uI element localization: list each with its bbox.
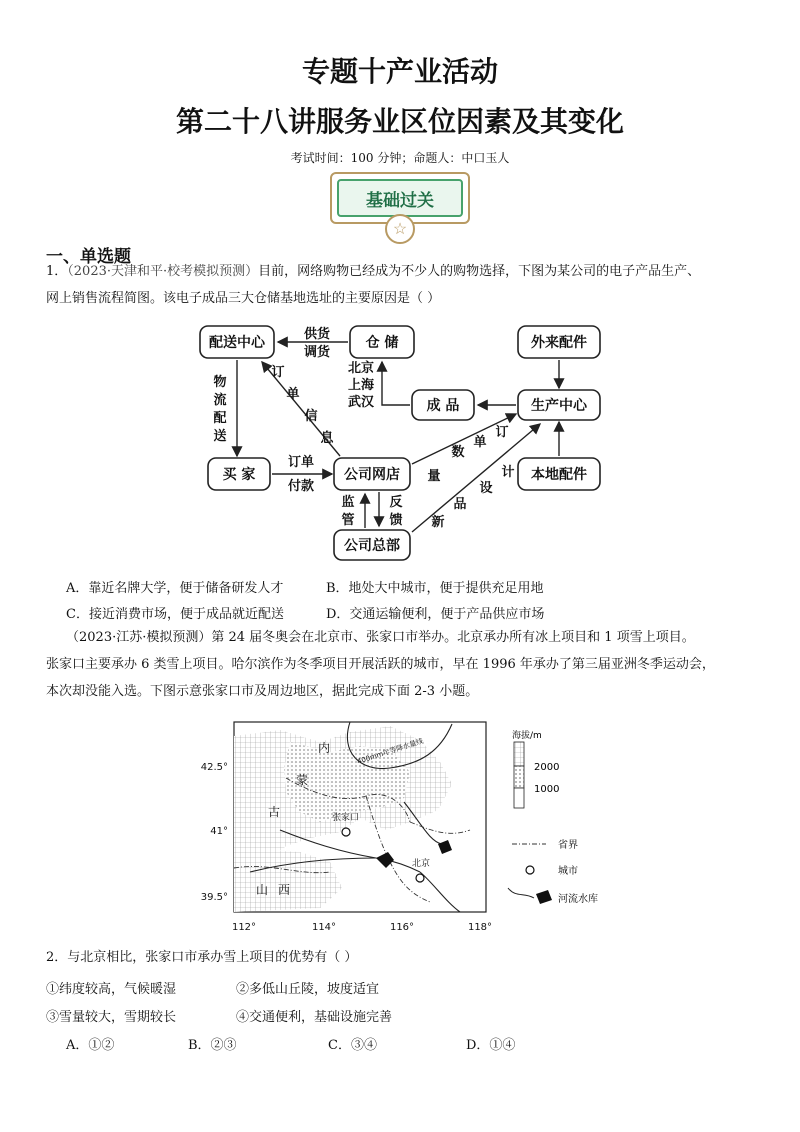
label-new-design-4: 品 (453, 497, 467, 512)
label-order-qty-1: 订 (495, 425, 509, 440)
option-2a[interactable]: A．①② (66, 1038, 115, 1053)
statement-4: ④交通便利，基础设施完善 (236, 1010, 393, 1025)
legend-elevation-title: 海拔/m (512, 731, 542, 741)
label-supply: 供货 (303, 327, 331, 342)
node-company-hq-label: 公司总部 (344, 538, 400, 554)
node-product-label: 成 品 (426, 398, 460, 414)
passage-line-1: （2023·江苏·模拟预测）第 24 届冬奥会在北京市、张家口市举办。北京承办所有冰上项目和 1 项雪上项目。 (66, 630, 695, 645)
label-shanghai: 上海 (347, 378, 375, 393)
passage (46, 624, 776, 705)
question-1-stem-line-2: 网上销售流程简图。该电子成品三大仓储基地选址的主要原因是（ ） (46, 291, 441, 306)
label-order-qty-3: 数 (451, 445, 465, 460)
city-beijing-marker (416, 874, 424, 882)
inner-mongolia-char-3: 古 (268, 805, 281, 819)
lon-116: 116° (389, 922, 415, 933)
label-feedback-2: 馈 (389, 513, 403, 528)
legend-2000: 2000 (534, 762, 560, 773)
star-icon: ☆ (385, 214, 415, 244)
label-wuhan: 武汉 (347, 395, 375, 410)
label-logistics-4: 送 (213, 429, 227, 444)
section-heading: 一、单选题 (46, 247, 131, 267)
node-production-center-label: 生产中心 (531, 398, 587, 414)
exam-meta: 考试时间：100 分钟；命题人：中口玉人 (290, 151, 510, 165)
question-2 (46, 944, 746, 972)
statement-2: ②多低山丘陵，坡度适宜 (236, 982, 380, 997)
label-logistics-2: 流 (213, 393, 227, 408)
topic-title: 专题十产业活动 (301, 55, 498, 88)
option-1c[interactable]: C．接近消费市场，便于成品就近配送 (66, 607, 284, 622)
legend-city: 城市 (558, 866, 578, 877)
legend-river (508, 888, 534, 898)
label-transfer: 调货 (303, 345, 331, 360)
option-1d[interactable]: D．交通运输便利，便于产品供应市场 (326, 607, 545, 622)
legend-1000: 1000 (534, 784, 560, 795)
question-2-stem: 2．与北京相比，张家口市承办雪上项目的优势有（ ） (46, 950, 358, 965)
option-2d[interactable]: D．①④ (466, 1038, 516, 1053)
label-order-info-1: 订 (271, 365, 285, 380)
node-external-parts-label: 外来配件 (531, 335, 587, 351)
arrow-product-to-storage (382, 362, 410, 405)
label-order-qty-2: 单 (473, 435, 487, 450)
legend-elevation-high (514, 742, 524, 766)
lon-118: 118° (467, 922, 493, 933)
basic-level-badge (330, 172, 470, 238)
label-payment: 付款 (287, 479, 315, 494)
zhangjiakou-map (190, 712, 630, 936)
isohyet-label: 400mm年等降水量线 (356, 736, 425, 766)
legend-city-marker (526, 866, 534, 874)
statement-3: ③雪量较大，雪期较长 (46, 1010, 177, 1025)
option-2c[interactable]: C．③④ (328, 1038, 377, 1053)
question-1-source: （2023·天津和平·校考模拟预测） (67, 264, 259, 279)
city-zhangjiakou-marker (342, 828, 350, 836)
lon-114: 114° (311, 922, 337, 933)
node-local-parts-label: 本地配件 (531, 467, 587, 483)
inner-mongolia-char-1: 内 (318, 741, 331, 755)
label-order-info-2: 单 (286, 387, 300, 402)
city-zhangjiakou-label: 张家口 (332, 813, 360, 823)
legend-reservoir (536, 890, 552, 904)
label-order-info-3: 信 (304, 409, 318, 424)
label-supervise-2: 管 (341, 513, 355, 528)
label-order-info-4: 息 (320, 431, 334, 446)
option-1b[interactable]: B．地处大中城市，便于提供充足用地 (326, 581, 544, 596)
question-1-stem (46, 258, 766, 312)
option-2b[interactable]: B．②③ (188, 1038, 237, 1053)
inner-mongolia-char-2: 蒙 (296, 773, 309, 787)
shanxi-char-1: 山 (256, 883, 269, 897)
lat-42-5: 42.5° (200, 762, 228, 773)
label-order-qty-4: 量 (427, 469, 441, 484)
lon-112: 112° (231, 922, 257, 933)
node-company-shop-label: 公司网店 (344, 467, 400, 483)
label-feedback-1: 反 (389, 495, 403, 510)
flow-diagram (190, 318, 610, 566)
statement-1: ①纬度较高，气候暖湿 (46, 982, 177, 997)
legend-province: 省界 (558, 840, 578, 851)
badge-label: 基础过关 (337, 179, 463, 217)
node-storage-label: 仓 储 (365, 335, 399, 351)
lat-41: 41° (210, 826, 228, 837)
legend-water: 河流水库 (558, 894, 598, 905)
question-1-number: 1． (46, 264, 68, 279)
label-new-design-2: 计 (501, 465, 515, 480)
lecture-title: 第二十八讲服务业区位因素及其变化 (175, 105, 624, 138)
question-1-stem-line-1: 目前，网络购物已经成为不少人的购物选择，下图为某公司的电子产品生产、 (258, 264, 701, 279)
option-1a[interactable]: A．靠近名牌大学，便于储备研发人才 (66, 581, 284, 596)
legend-elevation-mid (514, 766, 524, 788)
label-logistics-3: 配 (213, 411, 227, 426)
label-beijing: 北京 (347, 361, 375, 376)
node-delivery-center-label: 配送中心 (209, 335, 265, 351)
label-logistics-1: 物 (213, 375, 227, 390)
legend-elevation-low (514, 788, 524, 808)
passage-line-3: 本次却没能入选。下图示意张家口市及周边地区，据此完成下面 2-3 小题。 (46, 684, 479, 699)
label-order: 订单 (287, 455, 315, 470)
node-buyer-label: 买 家 (222, 467, 256, 483)
passage-line-2: 张家口主要承办 6 类雪上项目。哈尔滨作为冬季项目开展活跃的城市，早在 1996 年承办了第三届亚洲冬季运动会， (46, 657, 715, 672)
label-new-design-3: 新 (431, 515, 445, 530)
label-new-design-1: 设 (479, 481, 493, 496)
shanxi-char-2: 西 (278, 883, 291, 897)
city-beijing-label: 北京 (412, 859, 431, 869)
label-supervise-1: 监 (341, 495, 355, 510)
lat-39-5: 39.5° (200, 892, 228, 903)
